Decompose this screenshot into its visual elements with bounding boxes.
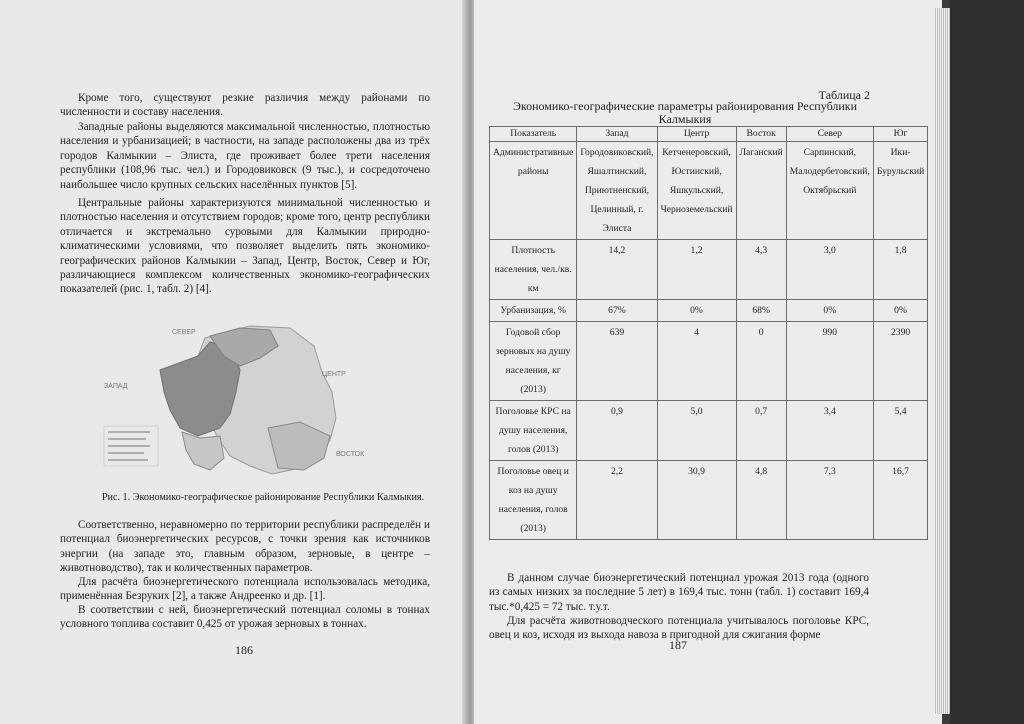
column-header: Север (786, 127, 873, 142)
row-label: Административные районы (490, 142, 577, 240)
column-header: Центр (657, 127, 736, 142)
table-cell: 5,4 (873, 401, 927, 461)
row-label: Поголовье КРС на душу населения, голов (2013) (490, 401, 577, 461)
column-header: Юг (873, 127, 927, 142)
paragraph: Центральные районы характеризуются минимальной численностью и плотностью населения и отсутствием городов; кроме того, центр республики отличается и экстремально суровыми для Калмыкии природно-климатическими условиями, что позволяет выделить пять экономико-географических районов Калмыкии – Запад, Центр, Восток, Север и Юг, различающиеся комплексом количественных экономико-географических показателей (рис. 1, табл. 2) [4]. (60, 197, 430, 296)
left-page (0, 0, 470, 724)
figure-caption: Рис. 1. Экономико-географическое районирование Республики Калмыкия. (101, 492, 425, 503)
paragraph: В соответствии с ней, биоэнергетический потенциал соломы в тоннах условного топлива составит 0,425 от урожая зерновых в тоннах. (60, 604, 430, 631)
table-label: Таблица 2 (818, 88, 870, 102)
table-title: Экономико-географические параметры районирования Республики Калмыкия (512, 99, 858, 126)
column-header: Запад (577, 127, 657, 142)
row-label: Поголовье овец и коз на душу населения, голов (2013) (490, 461, 577, 540)
table-cell: Кетченеровский, Юстинский, Яшкульский, Черноземельский (657, 142, 736, 240)
table-cell: Сарпинский, Малодербетовский, Октябрьский (786, 142, 873, 240)
table-cell: 4,3 (736, 240, 786, 300)
table-cell: 2390 (873, 322, 927, 401)
table-cell: 990 (786, 322, 873, 401)
table-cell: 1,8 (873, 240, 927, 300)
table-cell: 7,3 (786, 461, 873, 540)
table-cell: 0% (786, 300, 873, 322)
map-regions (160, 326, 336, 474)
table-cell: 0,9 (577, 401, 657, 461)
table-cell: 1,2 (657, 240, 736, 300)
parameters-table (489, 126, 928, 540)
table-row (490, 142, 928, 240)
table-cell: 68% (736, 300, 786, 322)
table-cell: 16,7 (873, 461, 927, 540)
column-header: Восток (736, 127, 786, 142)
page-number: 187 (669, 638, 687, 652)
table-cell: 0 (736, 322, 786, 401)
paragraph: В данном случае биоэнергетический потенциал урожая 2013 года (одного из самых низких за последние 5 лет) в 169,4 тыс. тонн (табл. 1) составит 169,4 тыс.*0,425 = 72 тыс. т.у.т. (489, 572, 869, 613)
table-cell: Ики-Бурульский (873, 142, 927, 240)
column-header: Показатель (490, 127, 577, 142)
table-cell: 639 (577, 322, 657, 401)
table-cell: 2,2 (577, 461, 657, 540)
table-cell: 67% (577, 300, 657, 322)
region-south (182, 432, 224, 470)
page-stack-edge (934, 8, 950, 714)
map-label-west: ЗАПАД (104, 383, 128, 390)
map-label-north: СЕВЕР (172, 329, 196, 336)
table-cell: 0% (657, 300, 736, 322)
table-cell: 14,2 (577, 240, 657, 300)
table-cell: 3,4 (786, 401, 873, 461)
table-row (490, 322, 928, 401)
table-cell: 4 (657, 322, 736, 401)
table-cell: 30,9 (657, 461, 736, 540)
table-row (490, 401, 928, 461)
map-label-center: ЦЕНТР (322, 371, 346, 378)
table-row (490, 461, 928, 540)
table-header-row (490, 127, 928, 142)
row-label: Годовой сбор зерновых на душу населения, кг (2013) (490, 322, 577, 401)
paragraph: Для расчёта животноводческого потенциала учитывалось поголовье КРС, овец и коз, исходя из выхода навоза в пригодной для сжигания форме (489, 615, 869, 642)
table-cell: 3,0 (786, 240, 873, 300)
table-row (490, 300, 928, 322)
table-cell: 0% (873, 300, 927, 322)
paragraph: Кроме того, существуют резкие различия между районами по численности и составу населения. (60, 92, 430, 119)
background-strip (950, 0, 1024, 724)
page-number: 186 (235, 643, 253, 657)
table-cell: 0,7 (736, 401, 786, 461)
map-legend (104, 426, 158, 466)
table-cell: 5,0 (657, 401, 736, 461)
table-row (490, 240, 928, 300)
map-label-east: ВОСТОК (336, 451, 365, 458)
regionalization-map (100, 318, 420, 480)
paragraph: Западные районы выделяются максимальной численностью, плотностью населения и урбанизацией; в частности, на западе расположены два из трёх городов Калмыкии – Элиста, где проживает более трети населения республики (108,96 тыс. чел.) и Городовиковск (9 тыс.), и сосредоточено наибольшее число крупных сельских населённых пунктов [5]. (60, 121, 430, 191)
table-cell: 4,8 (736, 461, 786, 540)
row-label: Плотность населения, чел./кв. км (490, 240, 577, 300)
paragraph: Соответственно, неравномерно по территории республики распределён и потенциал биоэнергетических ресурсов, с точки зрения как источников энергии (на западе это, главным образом, зерновые, в центре – животноводство), так и количественных параметров. (60, 519, 430, 575)
table-cell: Лаганский (736, 142, 786, 240)
row-label: Урбанизация, % (490, 300, 577, 322)
paragraph: Для расчёта биоэнергетического потенциала использовалась методика, применённая Безруких [2], а также Андреенко и др. [1]. (60, 576, 430, 603)
table-cell: Городовиковский, Яшалтинский, Приютненский, Целинный, г. Элиста (577, 142, 657, 240)
